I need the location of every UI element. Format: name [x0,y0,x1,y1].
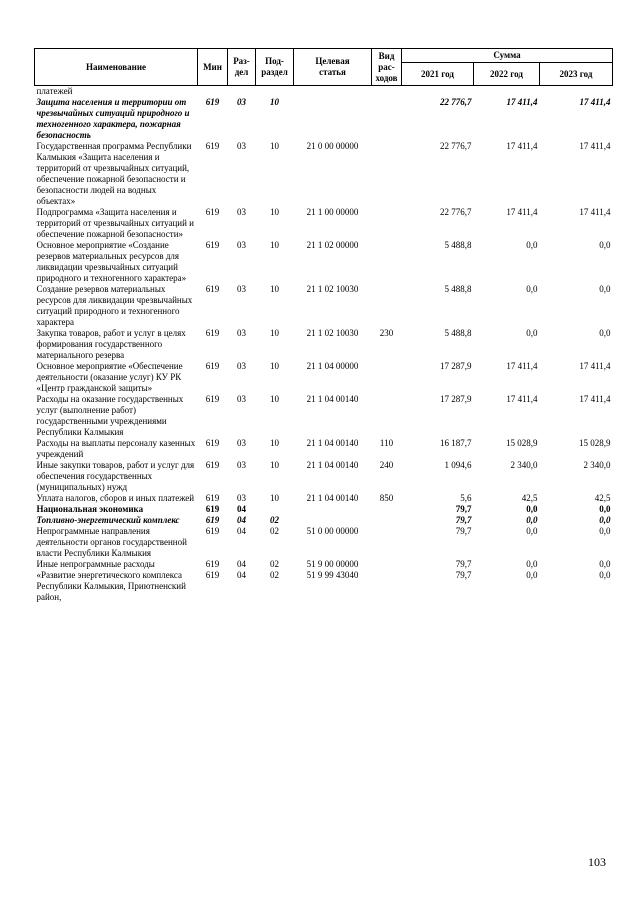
table-row [35,515,613,526]
cell-name: Иные непрограммные расходы [36,559,155,569]
cell-razdel: 03 [237,97,246,107]
cell-sum-2023: 0,0 [599,570,611,580]
cell-sum-2021 [402,86,474,98]
cell-sum-2021: 79,7 [455,570,472,580]
page-number: 103 [588,855,606,869]
cell-min: 619 [205,284,220,294]
cell-vid [372,515,402,526]
cell-target: 21 1 04 00000 [306,361,359,371]
cell-podrazdel: 02 [270,526,279,536]
table-row [35,207,613,240]
cell-sum-2021: 17 287,9 [440,361,472,371]
cell-vid [372,570,402,603]
cell-target: 21 1 02 10030 [306,284,359,294]
cell-sum-2021: 1 094,6 [444,460,472,470]
cell-vid [372,559,402,570]
cell-sum-2021: 22 776,7 [440,207,472,217]
cell-razdel: 03 [237,493,246,503]
table-row [35,361,613,394]
cell-sum-2023: 15 028,9 [579,438,611,448]
cell-sum-2022: 17 411,4 [506,361,538,371]
cell-sum-2021: 5 488,8 [444,240,472,250]
cell-sum-2023: 17 411,4 [579,97,611,107]
cell-razdel: 03 [237,394,246,404]
budget-page [34,48,612,603]
cell-razdel: 03 [237,361,246,371]
cell-vid [372,97,402,141]
cell-target: 21 1 02 00000 [306,240,359,250]
cell-sum-2023: 17 411,4 [579,141,611,151]
cell-vid [372,361,402,394]
cell-sum-2022: 17 411,4 [506,207,538,217]
cell-target [294,515,372,526]
cell-podrazdel: 10 [270,240,279,250]
cell-sum-2022: 0,0 [526,559,538,569]
cell-sum-2022: 0,0 [526,515,538,525]
cell-sum-2022: 0,0 [526,504,538,514]
cell-name: Иные закупки товаров, работ и услуг для обеспечения государственных (муниципальных) нужд [36,460,195,492]
cell-name: Непрограммные направления деятельности органов государственной власти Республики Калмыкия [36,526,187,558]
cell-target: 51 9 00 00000 [306,559,359,569]
cell-podrazdel: 02 [270,559,279,569]
table-body [35,86,613,604]
cell-min: 619 [205,328,220,338]
col-header-min: Мин [198,49,228,86]
cell-razdel: 04 [237,515,246,525]
table-row [35,284,613,328]
cell-vid: 240 [379,460,394,470]
cell-min: 619 [205,559,220,569]
cell-sum-2022: 2 340,0 [510,460,538,470]
cell-podrazdel: 10 [270,141,279,151]
cell-razdel: 04 [237,526,246,536]
cell-vid: 110 [379,438,394,448]
table-row [35,526,613,559]
cell-sum-2021: 16 187,7 [440,438,472,448]
cell-razdel: 04 [237,559,246,569]
cell-razdel: 03 [237,438,246,448]
cell-name: Закупка товаров, работ и услуг в целях формирования государственного материального резерва [36,328,186,360]
cell-sum-2022: 42,5 [521,493,538,503]
cell-min: 619 [205,515,220,525]
cell-podrazdel: 10 [270,361,279,371]
cell-sum-2022: 0,0 [526,328,538,338]
cell-target [294,86,372,98]
cell-target: 51 0 00 00000 [306,526,359,536]
cell-min: 619 [205,394,220,404]
table-row [35,559,613,570]
cell-sum-2022: 0,0 [526,570,538,580]
cell-podrazdel: 10 [270,460,279,470]
cell-sum-2022: 15 028,9 [506,438,538,448]
table-header [35,49,613,86]
cell-target: 21 1 04 00140 [306,493,359,503]
cell-sum-2021: 5 488,8 [444,328,472,338]
cell-min: 619 [205,240,220,250]
cell-podrazdel: 10 [270,328,279,338]
cell-sum-2021: 5 488,8 [444,284,472,294]
cell-vid: 850 [379,493,394,503]
cell-vid [372,86,402,98]
col-header-name: Наименование [35,49,198,86]
cell-vid [372,284,402,328]
col-header-2023: 2023 год [540,63,613,86]
cell-name: Основное мероприятие «Обеспечение деятельности (оказание услуг) КУ РК «Центр гражданской защиты» [36,361,183,393]
cell-target: 21 1 04 00140 [306,438,359,448]
cell-sum-2021: 22 776,7 [440,141,472,151]
cell-target: 21 1 02 10030 [306,328,359,338]
cell-sum-2021: 5,6 [460,493,472,503]
cell-target: 21 0 00 00000 [306,141,359,151]
cell-razdel: 04 [237,570,246,580]
cell-target: 51 9 99 43040 [306,570,359,580]
cell-sum-2022: 0,0 [526,526,538,536]
cell-sum-2023: 0,0 [599,328,611,338]
cell-min: 619 [205,97,220,107]
cell-razdel: 03 [237,141,246,151]
cell-razdel [228,86,256,98]
cell-target: 21 1 04 00140 [306,460,359,470]
cell-name: Подпрограмма «Защита населения и территорий от чрезвычайных ситуаций и обеспечение пожарной безопасности» [36,207,194,239]
table-row [35,394,613,438]
cell-sum-2023: 2 340,0 [583,460,611,470]
cell-name: Расходы на выплаты персоналу казенных учреждений [36,438,196,459]
cell-razdel: 04 [237,504,246,514]
cell-target: 21 1 04 00140 [306,394,359,404]
col-header-2022: 2022 год [474,63,540,86]
cell-min: 619 [205,493,220,503]
cell-sum-2021: 79,7 [455,559,472,569]
cell-target: 21 1 00 00000 [306,207,359,217]
table-row [35,328,613,361]
cell-podrazdel: 10 [270,284,279,294]
cell-name: Уплата налогов, сборов и иных платежей [36,493,195,503]
cell-sum-2022: 17 411,4 [506,97,538,107]
cell-vid [372,207,402,240]
cell-sum-2021: 79,7 [455,526,472,536]
cell-sum-2023: 0,0 [599,504,611,514]
cell-target [294,504,372,515]
cell-podrazdel [256,86,294,98]
cell-sum-2023: 0,0 [599,240,611,250]
cell-podrazdel: 10 [270,493,279,503]
cell-podrazdel: 10 [270,97,279,107]
cell-sum-2021: 17 287,9 [440,394,472,404]
cell-min: 619 [205,526,220,536]
table-row [35,141,613,207]
cell-vid [372,240,402,284]
cell-min: 619 [205,504,220,514]
cell-vid [372,526,402,559]
cell-min: 619 [205,141,220,151]
table-row [35,86,613,98]
budget-table [34,48,613,603]
cell-sum-2023: 17 411,4 [579,361,611,371]
cell-sum-2023: 0,0 [599,559,611,569]
cell-sum-2021: 79,7 [455,515,472,525]
cell-vid [372,504,402,515]
cell-name: Национальная экономика [36,504,144,514]
cell-min [198,86,228,98]
cell-razdel: 03 [237,328,246,338]
cell-name: Топливно-энергетический комплекс [36,515,180,525]
cell-vid [372,394,402,438]
cell-name: Создание резервов материальных ресурсов для ликвидации чрезвычайных ситуаций природного и техногенного характера [36,284,193,327]
cell-podrazdel: 10 [270,207,279,217]
cell-razdel: 03 [237,240,246,250]
cell-podrazdel [256,504,294,515]
cell-razdel: 03 [237,284,246,294]
cell-sum-2023: 0,0 [599,526,611,536]
cell-name: Государственная программа Республики Калмыкия «Защита населения и территорий от чрезвычайных ситуаций, обеспечение пожарной безопасности и безопасности людей на водных объектах» [36,141,192,206]
col-header-2021: 2021 год [402,63,474,86]
cell-min: 619 [205,438,220,448]
table-row [35,493,613,504]
cell-sum-2023: 17 411,4 [579,394,611,404]
cell-min: 619 [205,570,220,580]
cell-name: платежей [36,86,73,96]
cell-sum-2023: 17 411,4 [579,207,611,217]
cell-sum-2022: 0,0 [526,284,538,294]
cell-podrazdel: 02 [270,570,279,580]
cell-vid: 230 [379,328,394,338]
cell-razdel: 03 [237,460,246,470]
cell-razdel: 03 [237,207,246,217]
cell-min: 619 [205,361,220,371]
col-header-sum: Сумма [402,49,613,63]
cell-target [294,97,372,141]
col-header-razdel: Раз- дел [228,49,256,86]
cell-sum-2023: 0,0 [599,515,611,525]
cell-sum-2021: 22 776,7 [440,97,472,107]
cell-name: Расходы на оказание государственных услуг (выполнение работ) государственными учреждениями Республики Калмыкия [36,394,184,437]
col-header-target: Целевая статья [294,49,372,86]
cell-sum-2022: 17 411,4 [506,394,538,404]
cell-name: «Развитие энергетического комплекса Республики Калмыкия, Приютненский район, [36,570,186,602]
col-header-vid: Вид рас- ходов [372,49,402,86]
cell-sum-2021: 79,7 [455,504,472,514]
cell-min: 619 [205,207,220,217]
table-row [35,97,613,141]
table-row [35,460,613,493]
cell-sum-2023 [540,86,613,98]
cell-sum-2022: 0,0 [526,240,538,250]
cell-podrazdel: 10 [270,438,279,448]
cell-podrazdel: 02 [270,515,279,525]
cell-min: 619 [205,460,220,470]
table-row [35,570,613,603]
col-header-podrazdel: Под- раздел [256,49,294,86]
cell-name: Основное мероприятие «Создание резервов материальных ресурсов для ликвидации чрезвычайных ситуаций природного и техногенного характера» [36,240,187,283]
table-row [35,240,613,284]
table-row [35,504,613,515]
cell-sum-2023: 0,0 [599,284,611,294]
table-row [35,438,613,460]
cell-sum-2022 [474,86,540,98]
cell-sum-2022: 17 411,4 [506,141,538,151]
cell-vid [372,141,402,207]
cell-podrazdel: 10 [270,394,279,404]
cell-sum-2023: 42,5 [594,493,611,503]
cell-name: Защита населения и территории от чрезвычайных ситуаций природного и техногенного характера, пожарная безопасность [36,97,190,140]
